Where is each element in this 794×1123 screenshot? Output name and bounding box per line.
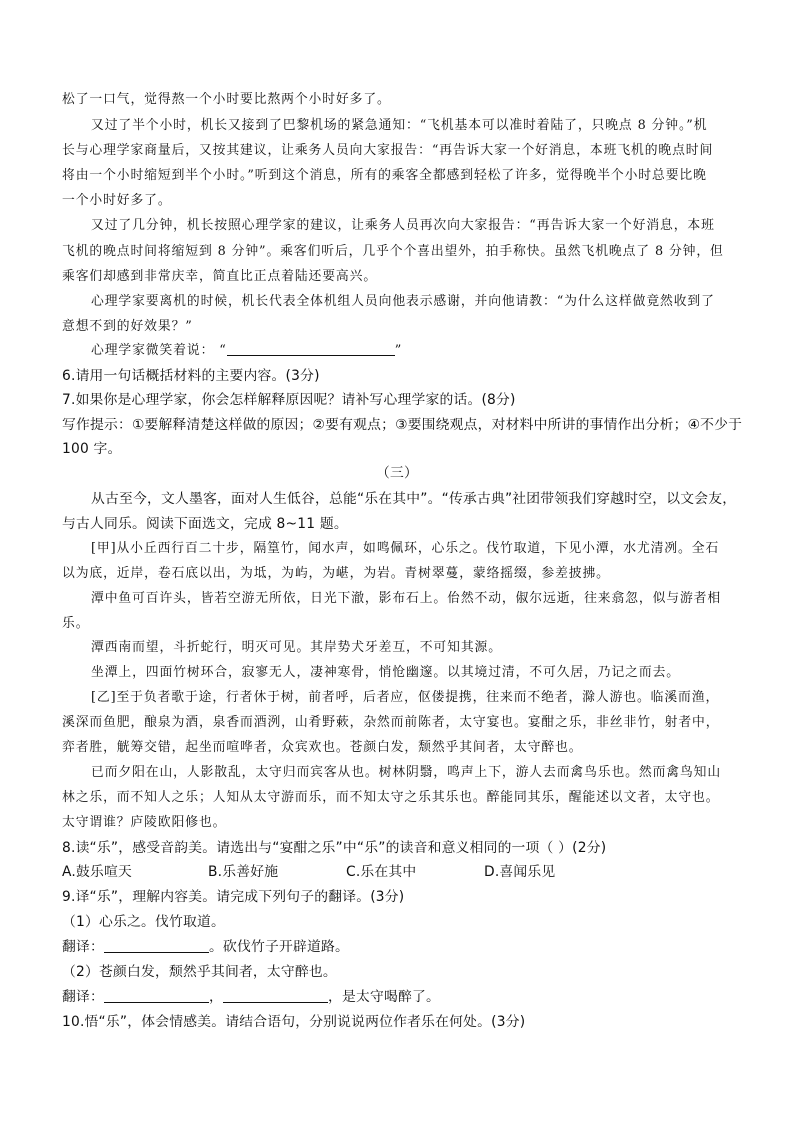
passage-line: 意想不到的好效果？” (62, 319, 193, 334)
translation-label: 翻译： (62, 939, 104, 955)
translation-suffix: ，是太守喝醉了。 (328, 989, 440, 1005)
classical-text-line: 太守谓谁？庐陵欧阳修也。 (62, 815, 227, 830)
quote-answer-blank[interactable] (227, 341, 395, 356)
classical-text-line: 坐潭上，四面竹树环合，寂寥无人，凄神寒骨，悄怆幽邃。以其境过清，不可久居，乃记之而去。 (91, 665, 680, 680)
quote-prefix: 心理学家微笑着说： “ (91, 343, 227, 358)
passage-line: 心理学家要离机的时候，机长代表全体机组人员向他表示感谢，并向他请教：“为什么这样做竟然收到了 (91, 294, 715, 309)
passage-line: 将由一个小时缩短到半个小时。”听到这个消息，所有的乘客全都感到轻松了许多，觉得晚半个小时总要比晚 (62, 168, 707, 183)
quote-suffix: ” (394, 343, 403, 358)
classical-text-line: 溪深而鱼肥，酿泉为酒，泉香而酒洌，山肴野蔌，杂然而前陈者，太守宴也。宴酣之乐，非丝非竹，射者中， (62, 715, 720, 730)
classical-text-line: 以为底，近岸，卷石底以出，为坻，为屿，为嵁，为岩。青树翠蔓，蒙络摇缀，参差披拂。 (62, 566, 610, 581)
translation-suffix: 。砍伐竹子开辟道路。 (209, 939, 349, 955)
classical-text-line: 弈者胜，觥筹交错，起坐而喧哗者，众宾欢也。苍颜白发，颓然乎其间者，太守醉也。 (62, 740, 583, 755)
option-c[interactable]: C.乐在其中 (346, 864, 417, 880)
translation-line-2 (62, 987, 742, 1007)
section-intro: 从古至今，文人墨客，面对人生低谷，总能“乐在其中”。“传承古典”社团带领我们穿越时空，以文会友， (91, 491, 737, 507)
classical-text-line: 潭中鱼可百许头，皆若空游无所依，日光下澈，影布石上。佁然不动，俶尔远逝，往来翕忽，似与游者相 (91, 591, 722, 606)
section-intro: 与古人同乐。阅读下面选文，完成 8~11 题。 (62, 516, 348, 532)
classical-text-line: [甲]从小丘西行百二十步，隔篁竹，闻水声，如鸣佩环，心乐之。伐竹取道，下见小潭，水尤清冽。全石 (91, 541, 720, 556)
question-9: 9.译“乐”，理解内容美。请完成下列句子的翻译。(3分) (62, 889, 405, 905)
question-7: 7.如果你是心理学家，你会怎样解释原因呢？请补写心理学家的话。(8分) (62, 392, 516, 408)
passage-line: 又过了半个小时，机长又接到了巴黎机场的紧急通知：“飞机基本可以准时着陆了，只晚点 8 分钟。”机 (91, 118, 708, 133)
question-9-item-1: （1）心乐之。伐竹取道。 (62, 914, 225, 930)
option-d[interactable]: D.喜闻乐见 (484, 864, 556, 880)
question-8: 8.读“乐”，感受音韵美。请选出与“宴酣之乐”中“乐”的读音和意义相同的一项（ ）(2分) (62, 840, 607, 856)
classical-text-line: 潭西南而望，斗折蛇行，明灭可见。其岸势犬牙差互，不可知其源。 (91, 640, 502, 655)
translation-label: 翻译： (62, 989, 104, 1005)
translation-blank[interactable] (104, 988, 209, 1003)
classical-text-line: 已而夕阳在山，人影散乱，太守归而宾客从也。树林阴翳，鸣声上下，游人去而禽鸟乐也。然而禽鸟知山 (91, 765, 722, 780)
passage-line: 飞机的晚点时间将缩短到 8 分钟”。乘客们听后，几乎个个喜出望外，拍手称快。虽然飞机晚点了 8 分钟，但 (62, 244, 724, 259)
passage-line: 又过了几分钟，机长按照心理学家的建议，让乘务人员再次向大家报告：“再告诉大家一个好消息，本班 (91, 218, 715, 233)
question-9-item-2: （2）苍颜白发，颓然乎其间者，太守醉也。 (62, 964, 337, 980)
question-6: 6.请用一句话概括材料的主要内容。(3分) (62, 368, 320, 384)
translation-blank[interactable] (223, 988, 328, 1003)
translation-blank[interactable] (104, 938, 209, 953)
passage-line: 松了一口气，觉得熬一个小时要比熬两个小时好多了。 (62, 92, 391, 107)
writing-hint: 100 字。 (62, 441, 122, 457)
writing-hint: 写作提示：①要解释清楚这样做的原因；②要有观点；③要围绕观点，对材料中所讲的事情作出分析；④不少于 (62, 417, 743, 433)
psychologist-quote-line (91, 341, 771, 361)
classical-text-line: 乐。 (62, 616, 90, 631)
option-a[interactable]: A.鼓乐喧天 (62, 864, 132, 880)
classical-text-line: 林之乐，而不知人之乐；人知从太守游而乐，而不知太守之乐其乐也。醉能同其乐，醒能述以文者，太守也。 (62, 790, 720, 805)
translation-line-1 (62, 937, 742, 957)
passage-line: 一个小时好多了。 (62, 193, 172, 208)
passage-line: 长与心理学家商量后，又按其建议，让乘务人员向大家报告：“再告诉大家一个好消息，本班飞机的晚点时间 (62, 143, 714, 158)
classical-text-line: [乙]至于负者歌于途，行者休于树，前者呼，后者应，伛偻提携，往来而不绝者，滁人游也。临溪而渔， (91, 690, 720, 705)
section-heading: （三） (376, 465, 418, 481)
passage-line: 乘客们却感到非常庆幸，简直比正点着陆还要高兴。 (62, 269, 378, 284)
translation-separator: ， (209, 989, 223, 1005)
option-b[interactable]: B.乐善好施 (208, 864, 279, 880)
question-10: 10.悟“乐”，体会情感美。请结合语句，分别说说两位作者乐在何处。(3分) (62, 1014, 526, 1030)
